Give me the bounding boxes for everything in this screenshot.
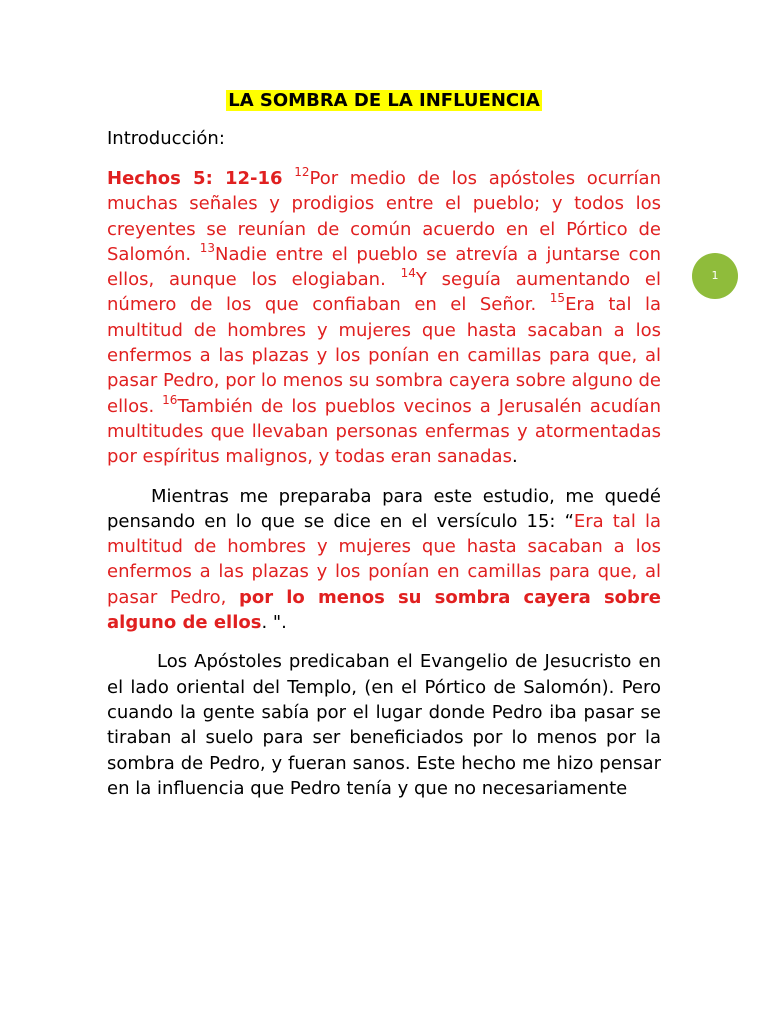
page-number-badge[interactable]: 1	[692, 253, 738, 299]
scripture-passage	[107, 166, 661, 470]
verse-number-13: 13	[199, 240, 215, 255]
verse-number-15: 15	[549, 291, 566, 306]
verse-12: Por medio de los apóstoles ocurrían muchas señales y prodigios entre el pueblo; y todos los creyentes se reunían de común acuerdo en el Pórtico de Salomón.	[107, 168, 661, 265]
passage-end: .	[511, 446, 518, 468]
paragraph-apostles	[107, 649, 661, 801]
passage-reference: Hechos 5: 12-16	[107, 168, 283, 189]
verse-15: Era tal la multitud de hombres y mujeres que hasta sacaban a los enfermos a las plazas y los ponían en camillas para que, al pasar Pedro, por lo menos su sombra cayera sobre alguno de ellos.	[107, 294, 661, 417]
verse-14: Y seguía aumentando el número de los que confiaban en el Señor.	[107, 269, 661, 316]
document-page	[107, 88, 661, 815]
verse-13: Nadie entre el pueblo se atrevía a juntarse con ellos, aunque los elogiaban.	[107, 243, 661, 291]
paragraph-2-intro: Mientras me preparaba para este estudio, me quedé pensando en lo que se dice en el versículo 15: “	[107, 485, 661, 532]
paragraph-2-quote: Era tal la multitud de hombres y mujeres que hasta sacaban a los enfermos a las plazas y los ponían en camillas para que, al pasar Pedro,	[107, 510, 661, 608]
verse-number-16: 16	[162, 392, 178, 407]
paragraph-reflection	[107, 484, 661, 636]
verse-number-14: 14	[400, 266, 416, 281]
title-block	[107, 88, 661, 114]
paragraph-2-end: . ".	[261, 612, 287, 634]
verse-16: También de los pueblos vecinos a Jerusalén acudían multitudes que llevaban personas enfermas y atormentadas por espíritus malignos, y todas eran sanadas	[107, 395, 661, 468]
paragraph-2-quote-bold: por lo menos su sombra cayera sobre alguno de ellos	[107, 586, 661, 634]
document-title: LA SOMBRA DE LA INFLUENCIA	[228, 90, 540, 111]
paragraph-3-text: Los Apóstoles predicaban el Evangelio de Jesucristo en el lado oriental del Templo, (en el Pórtico de Salomón). Pero cuando la gente sabía por el lugar donde Pedro iba pasar se tiraban al suelo para ser beneficiados por lo menos por la sombra de Pedro, y fueran sanos. Este hecho me hizo pensar en la influencia que Pedro tenía y que no necesariamente	[107, 651, 661, 799]
verse-number-12: 12	[294, 165, 310, 179]
intro-heading: Introducción:	[107, 128, 225, 149]
